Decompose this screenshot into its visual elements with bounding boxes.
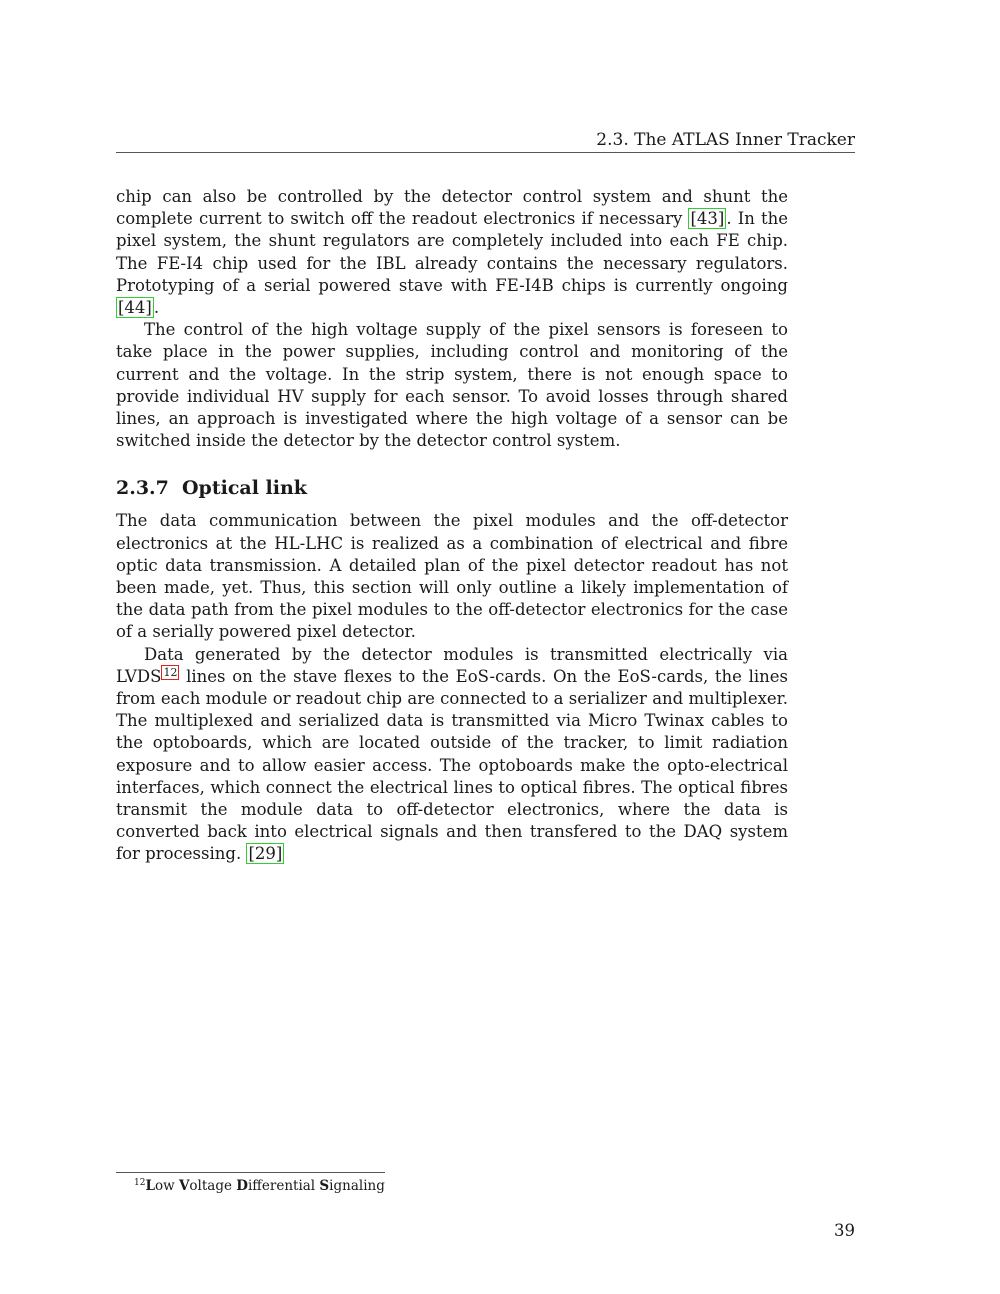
paragraph-1-text-c: . — [153, 298, 160, 318]
footnote — [134, 1176, 385, 1196]
paragraph-1-text-b: . In the pixel system, the shunt regulators are completely included into each FE chip. The FE-I4 chip used for the IBL already contains the necessary regulators. Prototyping of a serial powered stave with FE-I4B chips is currently ongoing — [116, 209, 788, 295]
fn-text-ignaling: ignaling — [329, 1178, 385, 1194]
citation-link-44[interactable]: [44] — [118, 298, 152, 318]
paragraph-1-text-a: chip can also be controlled by the detector control system and shunt the complete current to switch off the readout electronics if necessary — [116, 187, 788, 229]
section-title: Optical link — [182, 477, 307, 500]
paragraph-4-text-a: Data generated by the detector modules is transmitted electrically via LVDS — [116, 644, 788, 686]
fn-text-oltage: oltage — [189, 1178, 237, 1194]
footnote-ref-link[interactable]: 12 — [163, 665, 178, 679]
fn-text-ow: ow — [154, 1178, 179, 1194]
fn-text-ifferential: ifferential — [247, 1178, 320, 1194]
section-number: 2.3.7 — [116, 477, 169, 500]
page-number: 39 — [834, 1221, 855, 1240]
paragraph-2: The control of the high voltage supply of the pixel sensors is foreseen to take place in the power supplies, including control and monitoring of the current and the voltage. In the strip system, there is not enough space to provide individual HV supply for each sensor. To avoid losses through shared lines, an approach is investigated where the high voltage of a sensor can be switched inside the detector by the detector control system. — [116, 320, 788, 451]
fn-initial-d: D — [236, 1178, 248, 1194]
paragraph-1 — [116, 186, 788, 319]
footnote-marker: 12 — [134, 1178, 146, 1188]
running-header: 2.3. The ATLAS Inner Tracker — [596, 130, 855, 150]
paragraph-4-text-b: lines on the stave flexes to the EoS-cards. On the EoS-cards, the lines from each module or readout chip are connected to a serializer and multiplexer. The multiplexed and serialized data is transmitted via Micro Twinax cables to the optoboards, which are located outside of the tracker, to limit radiation exposure and to allow easier access. The optoboards make the opto-electrical interfaces, which connect the electrical lines to optical fibres. The optical fibres transmit the module data to off-detector electronics, where the data is converted back into electrical signals and then transfered to the DAQ system for processing. — [116, 666, 788, 864]
paragraph-4 — [116, 644, 788, 866]
fn-initial-l: L — [145, 1178, 155, 1194]
paragraph-3: The data communication between the pixel modules and the off-detector electronics at the HL-LHC is realized as a combination of electrical and fibre optic data transmission. A detailed plan of the pixel detector readout has not been made, yet. Thus, this section will only outline a likely implementation of the data path from the pixel modules to the off-detector electronics for the case of a serially powered pixel detector. — [116, 511, 788, 642]
section-heading — [116, 476, 788, 500]
citation-link-29[interactable]: [29] — [248, 844, 283, 864]
footnote-rule — [116, 1172, 385, 1173]
citation-link-43[interactable]: [43] — [690, 209, 725, 229]
header-rule — [116, 152, 855, 153]
fn-initial-s: S — [319, 1178, 330, 1194]
fn-initial-v: V — [178, 1178, 190, 1194]
body-text — [116, 186, 788, 866]
